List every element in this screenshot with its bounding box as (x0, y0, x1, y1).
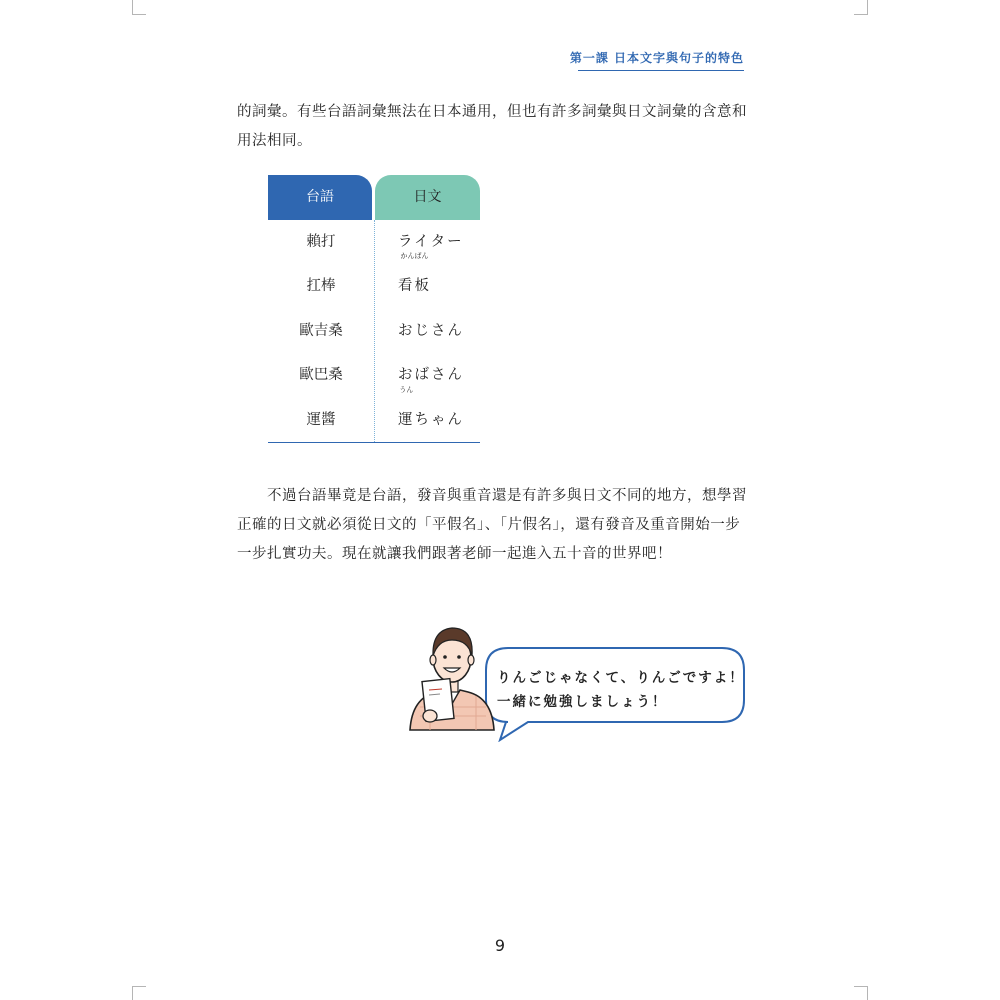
table-cell-taiwanese: 歐巴桑 (299, 367, 343, 383)
table-bottom-rule (268, 442, 480, 443)
chapter-header: 第一課 日本文字與句子的特色 (569, 51, 744, 65)
table-cell-taiwanese: 歐吉桑 (299, 323, 343, 339)
table-cell-japanese: おじさん (398, 323, 464, 339)
intro-paragraph: 的詞彙。有些台語詞彙無法在日本通用，但也有許多詞彙與日文詞彙的含意和用法相同。 (237, 104, 747, 149)
teacher-illustration (400, 612, 750, 742)
table-cell-japanese: おばさん (398, 367, 464, 383)
furigana: かんばん (400, 252, 429, 260)
teacher-icon (410, 628, 494, 730)
kanji-base: 運 (398, 412, 415, 428)
vocabulary-table (268, 175, 480, 445)
kana-rest: ちゃん (414, 412, 464, 428)
crop-mark-top-right-h (854, 14, 868, 15)
crop-mark-bottom-left-v (132, 986, 133, 1000)
table-cell-japanese: ライター (398, 234, 464, 250)
furigana: うん (399, 386, 414, 394)
crop-mark-bottom-right-v (867, 986, 868, 1000)
speech-line-2: 一緒に勉強しましょう！ (497, 694, 668, 710)
table-cell-taiwanese: 賴打 (306, 234, 336, 250)
speech-line-1: りんごじゃなくて、りんごですよ！ (497, 670, 745, 686)
table-cell-japanese (398, 386, 480, 442)
table-column-divider (374, 220, 375, 442)
table-header-taiwanese: 台語 (268, 175, 372, 220)
table-header-japanese: 日文 (375, 175, 480, 220)
table-cell-japanese (398, 252, 480, 308)
header-rule (578, 70, 744, 71)
crop-mark-top-right-v (867, 0, 868, 14)
table-cell-taiwanese: 運醬 (306, 412, 336, 428)
crop-mark-top-left-h (132, 14, 146, 15)
ruby-word (398, 386, 415, 442)
page-number: 9 (494, 936, 506, 955)
crop-mark-bottom-right-h (854, 986, 868, 987)
crop-mark-bottom-left-h (132, 986, 146, 987)
ruby-word (398, 252, 431, 308)
table-cell-taiwanese: 扛棒 (306, 278, 336, 294)
crop-mark-top-left-v (132, 0, 133, 14)
body-paragraph: 不過台語畢竟是台語，發音與重音還是有許多與日文不同的地方，想學習正確的日文就必須從日文的「平假名」、「片假名」，還有發音及重音開始一步一步扎實功夫。現在就讓我們跟著老師一起進入五十音的世界吧！ (237, 488, 747, 562)
kanji-base: 看板 (398, 278, 431, 294)
